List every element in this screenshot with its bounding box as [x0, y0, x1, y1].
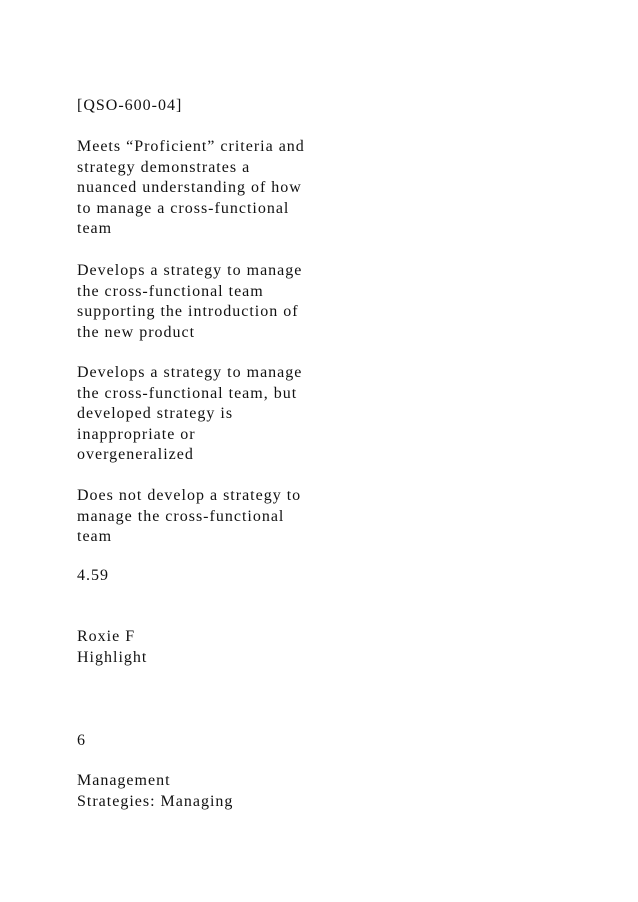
next-section-heading: Management Strategies: Managing — [77, 772, 234, 810]
criterion-code: [QSO-600-04] — [77, 97, 183, 114]
proficient-criteria: Develops a strategy to manage the cross-functional team supporting the introduction of the new product — [77, 262, 303, 341]
highlight-annotation: Roxie F Highlight — [77, 628, 148, 666]
needs-improvement-criteria: Develops a strategy to manage the cross-functional team, but developed strategy is inappropriate or overgeneralized — [77, 364, 303, 464]
criterion-value: 4.59 — [77, 567, 109, 584]
not-evident-criteria: Does not develop a strategy to manage the cross-functional team — [77, 487, 302, 546]
row-number: 6 — [77, 732, 86, 749]
exemplary-criteria: Meets “Proficient” criteria and strategy demonstrates a nuanced understanding of how to manage a cross-functional team — [77, 138, 305, 238]
